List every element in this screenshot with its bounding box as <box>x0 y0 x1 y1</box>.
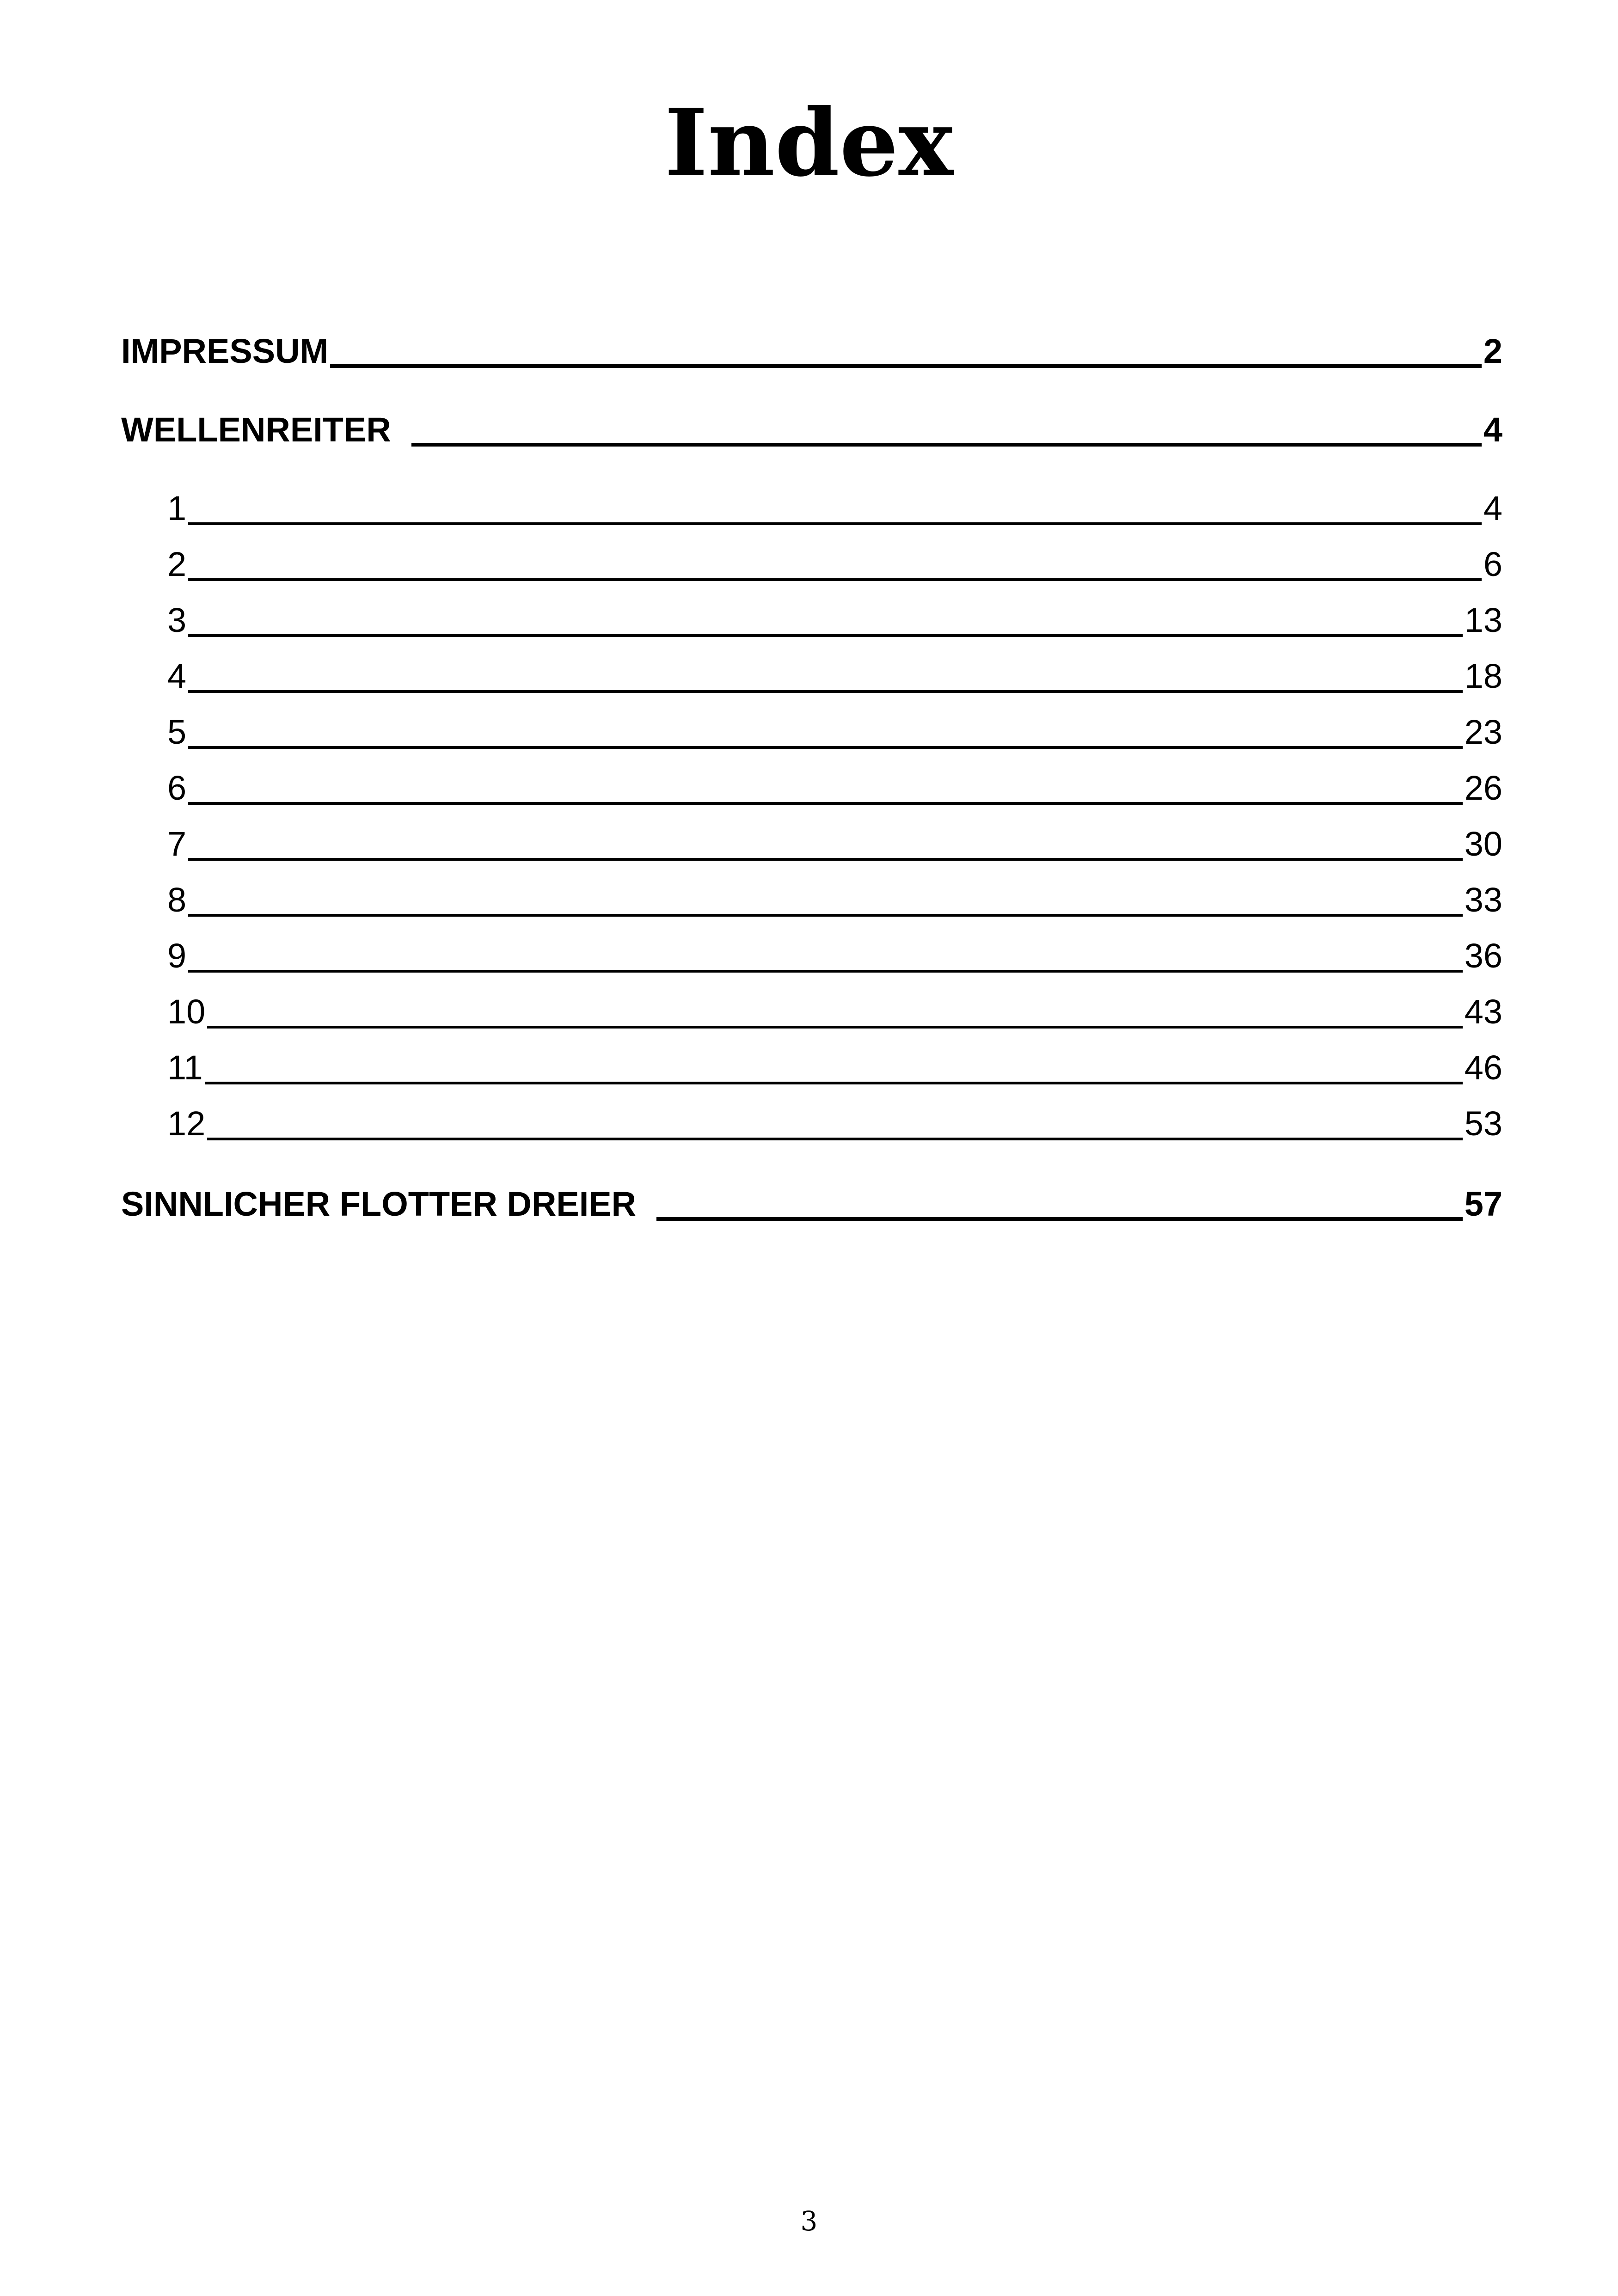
toc-entry-page: 4 <box>1483 489 1502 527</box>
toc-entry-page: 57 <box>1464 1185 1502 1223</box>
toc-entry-label: 10 <box>167 992 206 1031</box>
toc-entry-page: 30 <box>1464 825 1502 863</box>
toc-leader-line <box>188 914 1463 917</box>
toc-entry-page: 43 <box>1464 992 1502 1031</box>
toc-leader-line <box>188 634 1463 637</box>
toc-subentry-3[interactable] <box>121 593 1502 643</box>
toc-subentry-1[interactable] <box>121 481 1502 532</box>
toc-leader-line <box>207 1138 1462 1140</box>
toc-subentry-6[interactable] <box>121 760 1502 811</box>
toc-leader-line <box>188 746 1463 749</box>
toc-entry-page: 13 <box>1464 601 1502 639</box>
toc-subentry-5[interactable] <box>121 704 1502 755</box>
toc-entry-label: 3 <box>167 601 187 639</box>
page-number: 3 <box>800 2205 818 2237</box>
toc-entry-label: 1 <box>167 489 187 527</box>
toc-entry-label: 9 <box>167 937 187 975</box>
toc-entry-page: 23 <box>1464 713 1502 751</box>
toc-entry-page: 46 <box>1464 1048 1502 1087</box>
toc-leader-line <box>656 1217 1463 1221</box>
toc-leader-line <box>411 443 1482 447</box>
toc-subentry-12[interactable] <box>121 1096 1502 1147</box>
toc-subentry-7[interactable] <box>121 816 1502 867</box>
toc-entry-sinnlicher-flotter-dreier[interactable] <box>121 1176 1502 1227</box>
toc-entry-page: 36 <box>1464 937 1502 975</box>
toc-leader-line <box>188 522 1482 525</box>
toc-entry-label: 8 <box>167 881 187 919</box>
toc-entry-label: 2 <box>167 545 187 583</box>
toc-leader-line <box>207 1026 1462 1029</box>
toc-leader-line <box>188 970 1463 973</box>
toc-entry-page: 33 <box>1464 881 1502 919</box>
toc-entry-label: 6 <box>167 769 187 807</box>
toc-entry-page: 53 <box>1464 1104 1502 1143</box>
toc-entry-label: 4 <box>167 657 187 695</box>
toc-entry-page: 4 <box>1483 410 1502 449</box>
toc-entry-label: 12 <box>167 1104 206 1143</box>
toc-leader-line <box>188 690 1463 693</box>
toc-leader-line <box>188 802 1463 805</box>
toc-entry-label: 11 <box>167 1048 203 1087</box>
toc-entry-page: 2 <box>1483 332 1502 370</box>
toc-subentry-9[interactable] <box>121 928 1502 979</box>
toc-subentry-8[interactable] <box>121 872 1502 923</box>
toc-entry-label: WELLENREITER <box>121 410 391 449</box>
toc-entry-page: 6 <box>1483 545 1502 583</box>
toc-leader-line <box>205 1082 1463 1084</box>
toc-subentry-11[interactable] <box>121 1040 1502 1091</box>
toc-subentry-10[interactable] <box>121 984 1502 1035</box>
toc-entry-page: 26 <box>1464 769 1502 807</box>
toc-entry-impressum[interactable] <box>121 324 1502 374</box>
toc-entry-label: IMPRESSUM <box>121 332 329 370</box>
toc-subentry-4[interactable] <box>121 649 1502 699</box>
toc-leader-line <box>188 858 1463 861</box>
toc-entry-label: SINNLICHER FLOTTER DREIER <box>121 1185 637 1223</box>
toc-leader-line <box>188 578 1482 581</box>
toc-entry-label: 5 <box>167 713 187 751</box>
toc-entry-label: 7 <box>167 825 187 863</box>
toc-entry-wellenreiter[interactable] <box>121 402 1502 453</box>
toc-subentry-2[interactable] <box>121 537 1502 588</box>
toc-leader-line <box>330 364 1482 368</box>
toc-entry-page: 18 <box>1464 657 1502 695</box>
page-title: Index <box>664 89 954 197</box>
